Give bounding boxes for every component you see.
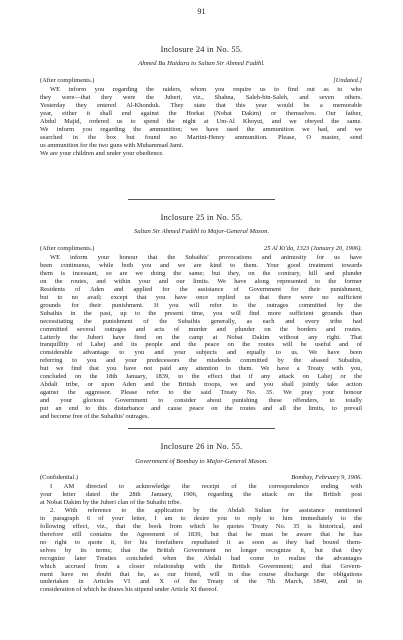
inclosure-24-subheading: Ahmed Bu Haidara to Sultan Sir Ahmed Fadthl.	[138, 60, 265, 67]
body-text-line: grounds for their punishment. If you will refer to the outrages committed by the	[40, 301, 362, 309]
body-text-line: following effect, viz., that the book from which he quotes Treaty No. 35 is historical, and	[40, 522, 362, 530]
body-text-line: us ammunition for the two guns with Muhammad Jami.	[40, 141, 184, 149]
body-text-line: undertaken in Articles VI and X of the Treaty of the 7th March, 1849, and in	[40, 578, 362, 586]
body-text-line: put an end to this disturbance and cause peace on the routes and all the limits, to prevail	[40, 405, 362, 413]
body-text-line: We are your children and under your obedience.	[40, 149, 164, 157]
body-text-line: tranquillity of Lahej and its people and the peace on the routes will be useful and of	[40, 341, 362, 349]
body-text-line: Latterly the Juberi have fired on the camp at Nobat Dakim without any right. That	[40, 333, 362, 341]
body-text-line: 2. With reference to the application by the Abdali Sultan for assistance mentioned	[50, 506, 362, 514]
body-text-line: referring to you and your predecessors the misdeeds committed by the abased Subaihis,	[40, 357, 362, 365]
body-text-line: WE inform you regarding the raiders, whom you require us to find out as to who	[50, 86, 362, 93]
opening-compliments: (After compliments.)	[40, 77, 95, 84]
body-text-line: consideration of which he draws his stipend under Article XI thereof.	[40, 586, 219, 594]
body-text-line: I AM directed to acknowledge the receipt of the correspondence ending with	[50, 483, 362, 490]
inclosure-26-subheading: Government of Bombay to Major-General Mason.	[135, 458, 268, 465]
body-text-line: recognize later Treaties concluded when the Abdali had come to realize the advantages	[40, 554, 362, 562]
body-text-line: they were—that they were the Juberi, viz., Shahna, Saleh-bin-Saleh, and seven others.	[40, 94, 362, 101]
body-text-line: year, either it shall end against the Horkat (Nobat Dakim) or themselves. Our father,	[40, 109, 362, 117]
inclosure-25-heading: Inclosure 25 in No. 55.	[160, 213, 243, 222]
section-divider	[128, 199, 275, 200]
inclosure-24-heading: Inclosure 24 in No. 55.	[160, 45, 243, 54]
body-text-line: at Nobat Dakim by the Juberi clan of the Subaihi tribe.	[40, 498, 182, 506]
body-text-line: and your glorious Government to consider about punishing these offenders, to totally	[40, 397, 362, 405]
body-text-line: selves by its terms; that the British Government no longer recognize it, but that they	[40, 546, 362, 554]
body-text-line: on the routes, and within your and our limits. We have along represented to the former	[40, 277, 362, 285]
body-text-line: which accrued from a closer relationship with the British Government; and that Govern-	[40, 562, 362, 570]
body-text-line: against the aggressor. Please refer to the said Treaty No. 35. We pray your honour	[40, 389, 362, 397]
body-text-line: WE inform your honour that the Subaihis' provocations and animosity for us have	[50, 254, 362, 261]
body-text-line: them is incessant, so are we doing the same; but they, on the contrary, kill and plunder	[40, 269, 362, 277]
body-text-line: in paragraph 6 of your letter, I am to desire you to reply to him immediately to the	[40, 514, 362, 522]
body-text-line: but to no avail; except that you have once replied us that there were no sufficient	[40, 293, 362, 301]
body-text-line: concluded on the 18th January, 1839, to the effect that if any attack on Lahej or the	[40, 373, 362, 381]
body-text-line: necessitating the punishment of the Subaihis generally, as each and every tribe had	[40, 317, 362, 325]
body-text-line: We inform you regarding the ammunition; we have used the ammunition we had, and we	[40, 125, 362, 133]
body-text-line: Subaihis in the past, up to the present time, you will find more sufficient grounds than	[40, 309, 362, 317]
opening-compliments: (After compliments.)	[40, 245, 95, 252]
body-text-line: Abdali tribe, or upon Aden and the British troops, we and you shall jointly take action	[40, 381, 362, 389]
page-number: 91	[197, 7, 206, 16]
body-text-line: therefore still contains the Agreement of 1839, but that he must be aware that he has	[40, 530, 362, 538]
body-text-line: Abdul Majid, ordered us to spend the night at Um-Al Khoyut, and we obeyed the same.	[40, 117, 362, 125]
body-text-line: your letter dated the 28th January, 1906, regarding the attack on the British post	[40, 490, 362, 498]
date-line: Bombay, February 9, 1906.	[291, 474, 362, 481]
body-text-line: considerable advantage to you and your subjects and equally to us. We have been	[40, 349, 362, 357]
body-text-line: but we find that you have not paid any attention to them. We have a Treaty with you,	[40, 365, 362, 373]
date-line: 25 Al Ki'da, 1323 (January 20, 1906).	[264, 245, 362, 252]
body-text-line: been continuous, while both you and we are kind to them. Your good treatment towards	[40, 261, 362, 269]
body-text-line: Yesterday they entered Al-Khonduk. They state that this year would be a memorable	[40, 101, 362, 109]
body-text-line: and become free of the Subaihis' outrages.	[40, 413, 149, 420]
body-text-line: ment have no doubt that he, as our friend, will in due course discharge the obligations	[40, 570, 362, 578]
inclosure-25-subheading: Sultan Sir Ahmed Fadthl to Major-General Mason.	[133, 228, 270, 235]
body-text-line: searched in the box but found no Martini-Henry ammunition. Please, O master, send	[40, 133, 362, 141]
section-divider	[128, 428, 275, 429]
body-text-line: Residents of Aden and applied for the assistance of Government for their punishment,	[40, 285, 362, 293]
body-text-line: committed several outrages and acts of murder and plunder on the borders and routes.	[40, 325, 362, 333]
body-text-line: no right to quote it, for his forefathers repudiated it as soon as they had bound them-	[40, 538, 362, 546]
date-line: [Undated.]	[333, 77, 362, 84]
inclosure-26-heading: Inclosure 26 in No. 55.	[160, 442, 243, 451]
opening-compliments: (Confidential.)	[40, 474, 79, 481]
